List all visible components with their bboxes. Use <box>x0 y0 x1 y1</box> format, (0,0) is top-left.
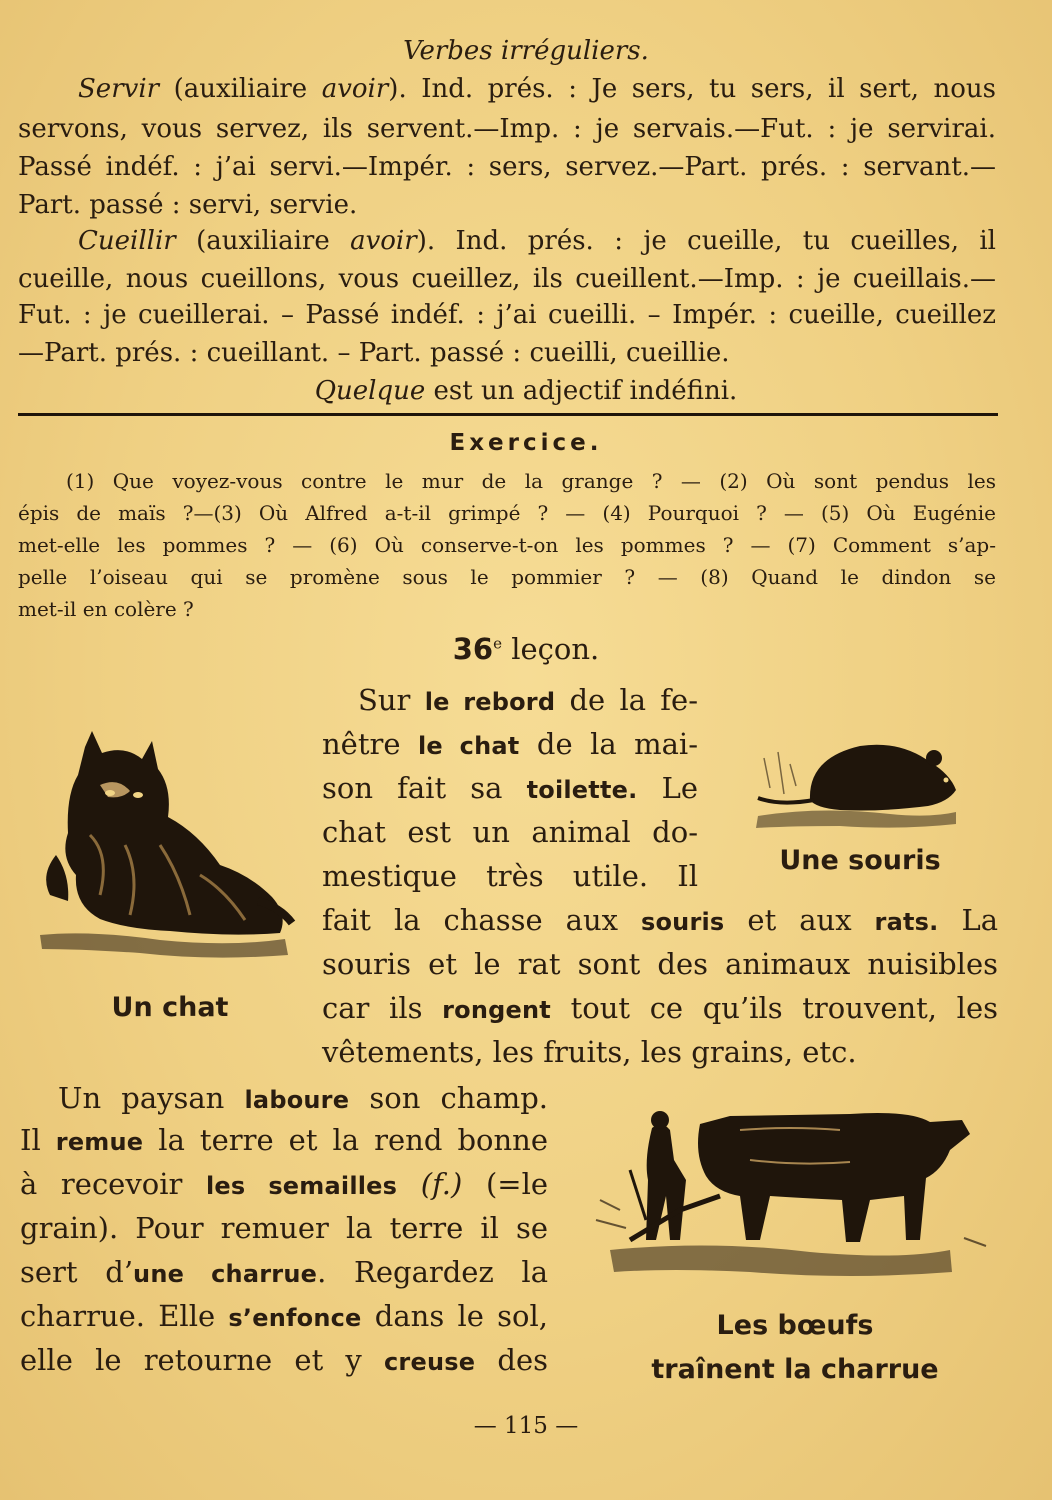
p2-line-4: grain). Pour remuer la terre il se <box>20 1211 548 1245</box>
quelque-note: Quelque est un adjectif indéfini. <box>314 376 738 406</box>
p1-line-8: car ils rongent tout ce qu’ils trouvent, les <box>322 991 998 1025</box>
cat-caption: Un chat <box>111 992 229 1023</box>
cat-illustration <box>30 725 300 980</box>
p1-line-2: nêtre le chat de la mai- <box>322 727 698 761</box>
exercise-line-2: épis de maïs ?—(3) Où Alfred a-t-il grimpé ? — (4) Pourquoi ? — (5) Où Eugénie <box>18 501 996 525</box>
servir-line-2: servons, vous servez, ils servent.—Imp. : je servais.—Fut. : je servirai. <box>18 114 996 144</box>
p2-line-5: sert d’une charrue. Regardez la <box>20 1255 548 1289</box>
p2-line-2: Il remue la terre et la rend bonne <box>20 1123 548 1157</box>
lesson-title: 36e leçon. <box>452 632 600 666</box>
section-divider <box>18 413 998 416</box>
p1-line-1: Sur le rebord de la fe- <box>358 683 699 717</box>
exercise-line-1: (1) Que voyez-vous contre le mur de la grange ? — (2) Où sont pendus les <box>66 469 996 493</box>
verbs-title: Verbes irréguliers. <box>403 36 649 66</box>
p1-line-9: vêtements, les fruits, les grains, etc. <box>322 1035 857 1069</box>
oxen-caption-line-2: traînent la charrue <box>651 1354 939 1385</box>
oxen-caption-line-1: Les bœufs <box>716 1310 874 1341</box>
cueillir-line-1: Cueillir (auxiliaire avoir). Ind. prés. : je cueille, tu cueilles, il <box>78 226 996 256</box>
cueillir-line-3: Fut. : je cueillerai. – Passé indéf. : j’ai cueilli. – Impér. : cueille, cueillez <box>18 300 996 330</box>
p1-line-7: souris et le rat sont des animaux nuisibles <box>322 947 998 981</box>
servir-line-3: Passé indéf. : j’ai servi.—Impér. : sers, servez.—Part. prés. : servant.— <box>18 152 996 182</box>
p2-line-7: elle le retourne et y creuse des <box>20 1343 549 1377</box>
p1-line-5: mestique très utile. Il <box>322 859 698 893</box>
exercise-line-4: pelle l’oiseau qui se promène sous le pommier ? — (8) Quand le dindon se <box>18 565 996 589</box>
p1-line-3: son fait sa toilette. Le <box>322 771 698 805</box>
servir-line-4: Part. passé : servi, servie. <box>18 190 358 220</box>
servir-line-1: Servir (auxiliaire avoir). Ind. prés. : Je sers, tu sers, il sert, nous <box>78 74 996 104</box>
p2-line-3: à recevoir les semailles (f.) (=le <box>20 1167 549 1201</box>
cueillir-line-4: —Part. prés. : cueillant. – Part. passé : cueilli, cueillie. <box>18 338 730 368</box>
oxen-plough-illustration <box>590 1100 990 1290</box>
mouse-illustration <box>750 728 960 836</box>
p2-line-6: charrue. Elle s’enfonce dans le sol, <box>20 1299 549 1333</box>
exercise-line-3: met-elle les pommes ? — (6) Où conserve-t-on les pommes ? — (7) Comment s’ap- <box>18 533 996 557</box>
exercise-line-5: met-il en colère ? <box>18 597 194 621</box>
p1-line-6: fait la chasse aux souris et aux rats. La <box>322 903 998 937</box>
exercise-heading: Exercice. <box>449 430 603 456</box>
page-number: — 115 — <box>473 1413 579 1439</box>
p1-line-4: chat est un animal do- <box>322 815 698 849</box>
mouse-caption: Une souris <box>779 845 941 876</box>
p2-line-1: Un paysan laboure son champ. <box>58 1081 548 1115</box>
cueillir-line-2: cueille, nous cueillons, vous cueillez, ils cueillent.—Imp. : je cueillais.— <box>18 264 996 294</box>
